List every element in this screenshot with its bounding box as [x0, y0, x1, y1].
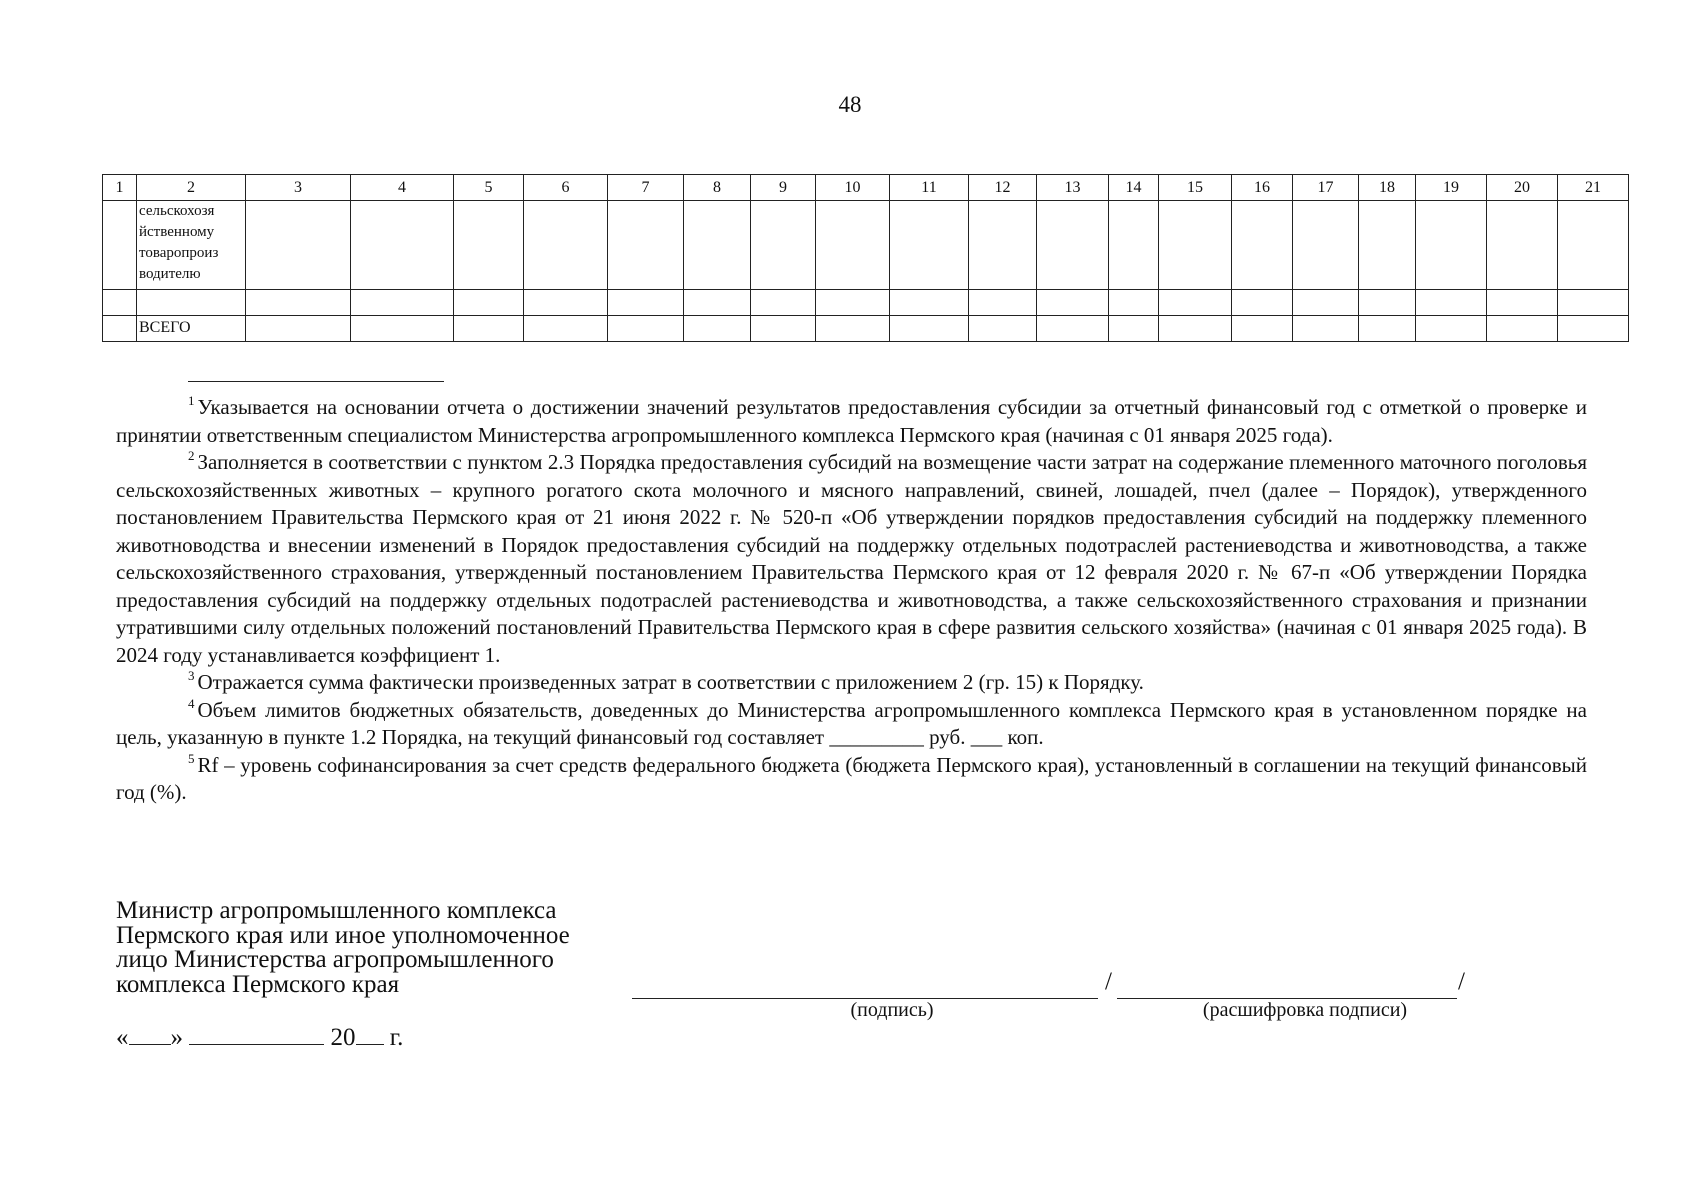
- column-number: 18: [1359, 175, 1416, 201]
- footnote-mark: 2: [188, 448, 195, 463]
- signature-caption: (подпись): [850, 999, 934, 1021]
- report-table: [102, 174, 1629, 342]
- month-blank: [189, 1024, 324, 1045]
- footnote-separator: [188, 381, 444, 382]
- column-number: 20: [1487, 175, 1558, 201]
- footnote-text: Rf – уровень софинансирования за счет средств федерального бюджета (бюджета Пермского края), установленный в соглашении на текущий финансовый год (%).: [116, 752, 1587, 804]
- signer-line: Министр агропромышленного комплекса: [116, 897, 557, 924]
- column-number: 10: [816, 175, 890, 201]
- column-number: 13: [1037, 175, 1109, 201]
- page-number: 48: [838, 92, 862, 117]
- column-number: 2: [137, 175, 246, 201]
- signer-title: [116, 899, 656, 997]
- column-number-row: [103, 175, 1629, 201]
- footnote: [116, 449, 1587, 669]
- footnote-text: Объем лимитов бюджетных обязательств, доведенных до Министерства агропромышленного комплекса Пермского края в установленном порядке на цель, указанную в пункте 1.2 Порядка, на текущий финансовый год составляет _________ руб. ___ коп.: [116, 697, 1587, 749]
- footnote-text: Отражается сумма фактически произведенных затрат в соответствии с приложением 2 (гр. 15) к Порядку.: [197, 670, 1144, 694]
- footnote: [116, 669, 1587, 697]
- column-number: 8: [684, 175, 751, 201]
- total-row: [103, 316, 1629, 342]
- signer-line: лицо Министерства агропромышленного: [116, 946, 554, 973]
- row-description-line: сельскохозя: [139, 203, 215, 219]
- column-number: 12: [969, 175, 1037, 201]
- footnote-mark: 5: [188, 750, 195, 766]
- column-number: 5: [454, 175, 524, 201]
- slash: /: [1458, 968, 1465, 995]
- footnote-mark: 3: [188, 668, 195, 683]
- row-description-line: товаропроиз: [139, 245, 219, 261]
- column-number: 17: [1293, 175, 1359, 201]
- slash: /: [1105, 968, 1112, 995]
- signature-decoding-caption: (расшифровка подписи): [1202, 999, 1408, 1021]
- date-line: [116, 1024, 403, 1052]
- row-description-line: водителю: [139, 266, 201, 282]
- column-number: 4: [351, 175, 454, 201]
- year-prefix: 20: [330, 1024, 356, 1051]
- date-open-quote: «: [116, 1024, 129, 1051]
- total-label: ВСЕГО: [137, 316, 246, 342]
- column-number: 15: [1159, 175, 1232, 201]
- column-number: 19: [1416, 175, 1487, 201]
- table-row: [103, 201, 1629, 290]
- column-number: 14: [1109, 175, 1159, 201]
- footnote-mark: 1: [188, 393, 195, 408]
- footnotes: [116, 394, 1587, 807]
- footnote-text: Заполняется в соответствии с пунктом 2.3 Порядка предоставления субсидий на возмещение части затрат на содержание племенного маточного поголовья сельскохозяйственных животных – крупного рогатого скота молочного и мясного направлений, свиней, лошадей, пчел (далее – Порядок), утвержденного постановлением Правительства Пермского края от 21 июня 2022 г. № 520-п «Об утверждении порядков предоставления субсидий на поддержку племенного животноводства и внесении изменений в Порядок предоставления субсидий на поддержку отдельных подотраслей растениеводства и животноводства, а также сельскохозяйственного страхования, утвержденный постановлением Правительства Пермского края от 12 февраля 2020 г. № 67-п «Об утверждении Порядка предоставления субсидий на поддержку отдельных подотраслей растениеводства и животноводства, а также сельскохозяйственного страхования и признании утратившими силу отдельных положений постановлений Правительства Пермского края в сфере развития сельского хозяйства» (начиная с 01 января 2025 года). В 2024 году устанавливается коэффициент 1.: [116, 450, 1587, 667]
- footnote-text: Указывается на основании отчета о достижении значений результатов предоставления субсидии за отчетный финансовый год с отметкой о проверке и принятии ответственным специалистом Министерства агропромышленного комплекса Пермского края (начиная с 01 января 2025 года).: [116, 395, 1587, 447]
- column-number: 3: [246, 175, 351, 201]
- column-number: 21: [1558, 175, 1629, 201]
- table-row: [103, 290, 1629, 316]
- footnote: [116, 752, 1587, 807]
- date-close-quote: »: [170, 1024, 183, 1051]
- footnote: [116, 697, 1587, 752]
- column-number: 16: [1232, 175, 1293, 201]
- day-blank: [129, 1024, 171, 1045]
- column-number: 6: [524, 175, 608, 201]
- column-number: 11: [890, 175, 969, 201]
- year-suffix: г.: [389, 1024, 404, 1051]
- column-number: 1: [103, 175, 137, 201]
- signer-line: комплекса Пермского края: [116, 970, 400, 998]
- row-description-cell: [137, 201, 246, 290]
- footnote: [116, 394, 1587, 449]
- footnote-mark: 4: [188, 695, 195, 711]
- row-description-line: йственному: [139, 224, 215, 240]
- signer-line: Пермского края или иное уполномоченное: [116, 921, 570, 949]
- column-number: 9: [751, 175, 816, 201]
- column-number: 7: [608, 175, 684, 201]
- year-blank: [356, 1024, 384, 1045]
